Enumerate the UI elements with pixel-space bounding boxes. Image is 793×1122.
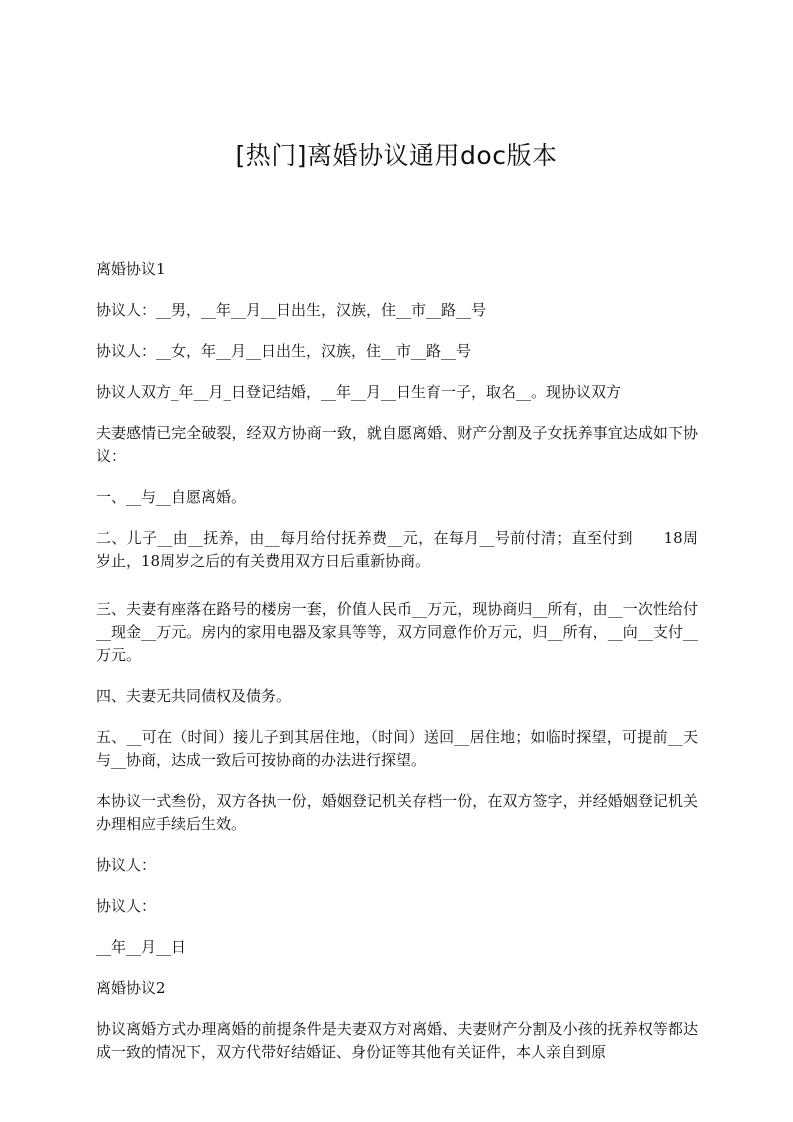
clause-2: 二、儿子__由__抚养，由__每月给付抚养费__元，在每月__号前付清；直至付到 18周岁止，18周岁之后的有关费用双方日后重新协商。 <box>96 529 698 570</box>
clause-5: 五、__可在（时间）接儿子到其居住地，（时间）送回__居住地；如临时探望，可提前__天与__协商，达成一致后可按协商的办法进行探望。 <box>96 728 698 769</box>
signature-line-1: 协议人： <box>96 856 157 874</box>
section-heading-agreement-1: 离婚协议1 <box>96 260 166 278</box>
clause-3: 三、夫妻有座落在路号的楼房一套，价值人民币__万元，现协商归__所有，由__一次性给付__现金__万元。房内的家用电器及家具等等，双方同意作价万元，归__所有，__向__支付__万元。 <box>96 600 698 664</box>
document-title: [热门]离婚协议通用doc版本 <box>235 141 558 170</box>
clause-1: 一、__与__自愿离婚。 <box>96 488 247 506</box>
signature-line-2: 协议人： <box>96 897 157 915</box>
marriage-info-paragraph: 协议人双方_年__月_日登记结婚，__年__月__日生育一子，取名__。现协议双方 <box>96 383 622 401</box>
effect-paragraph: 本协议一式叁份，双方各执一份，婚姻登记机关存档一份，在双方签字，并经婚姻登记机关办理相应手续后生效。 <box>96 792 698 833</box>
party-line-male: 协议人：__男，__年__月__日出生，汉族，住__市__路__号 <box>96 301 487 319</box>
date-line: __年__月__日 <box>96 938 187 956</box>
document-body <box>96 258 698 1064</box>
section-heading-agreement-2: 离婚协议2 <box>96 979 166 997</box>
intro-paragraph: 夫妻感情已完全破裂，经双方协商一致，就自愿离婚、财产分割及子女抚养事宜达成如下协议： <box>96 424 698 465</box>
party-line-female: 协议人：__女，年__月__日出生，汉族，住__市__路__号 <box>96 342 472 360</box>
agreement-2-intro-paragraph: 协议离婚方式办理离婚的前提条件是夫妻双方对离婚、夫妻财产分割及小孩的抚养权等都达成一致的情况下，双方代带好结婚证、身份证等其他有关证件，本人亲自到原 <box>96 1020 698 1061</box>
clause-4: 四、夫妻无共同债权及债务。 <box>96 687 292 705</box>
